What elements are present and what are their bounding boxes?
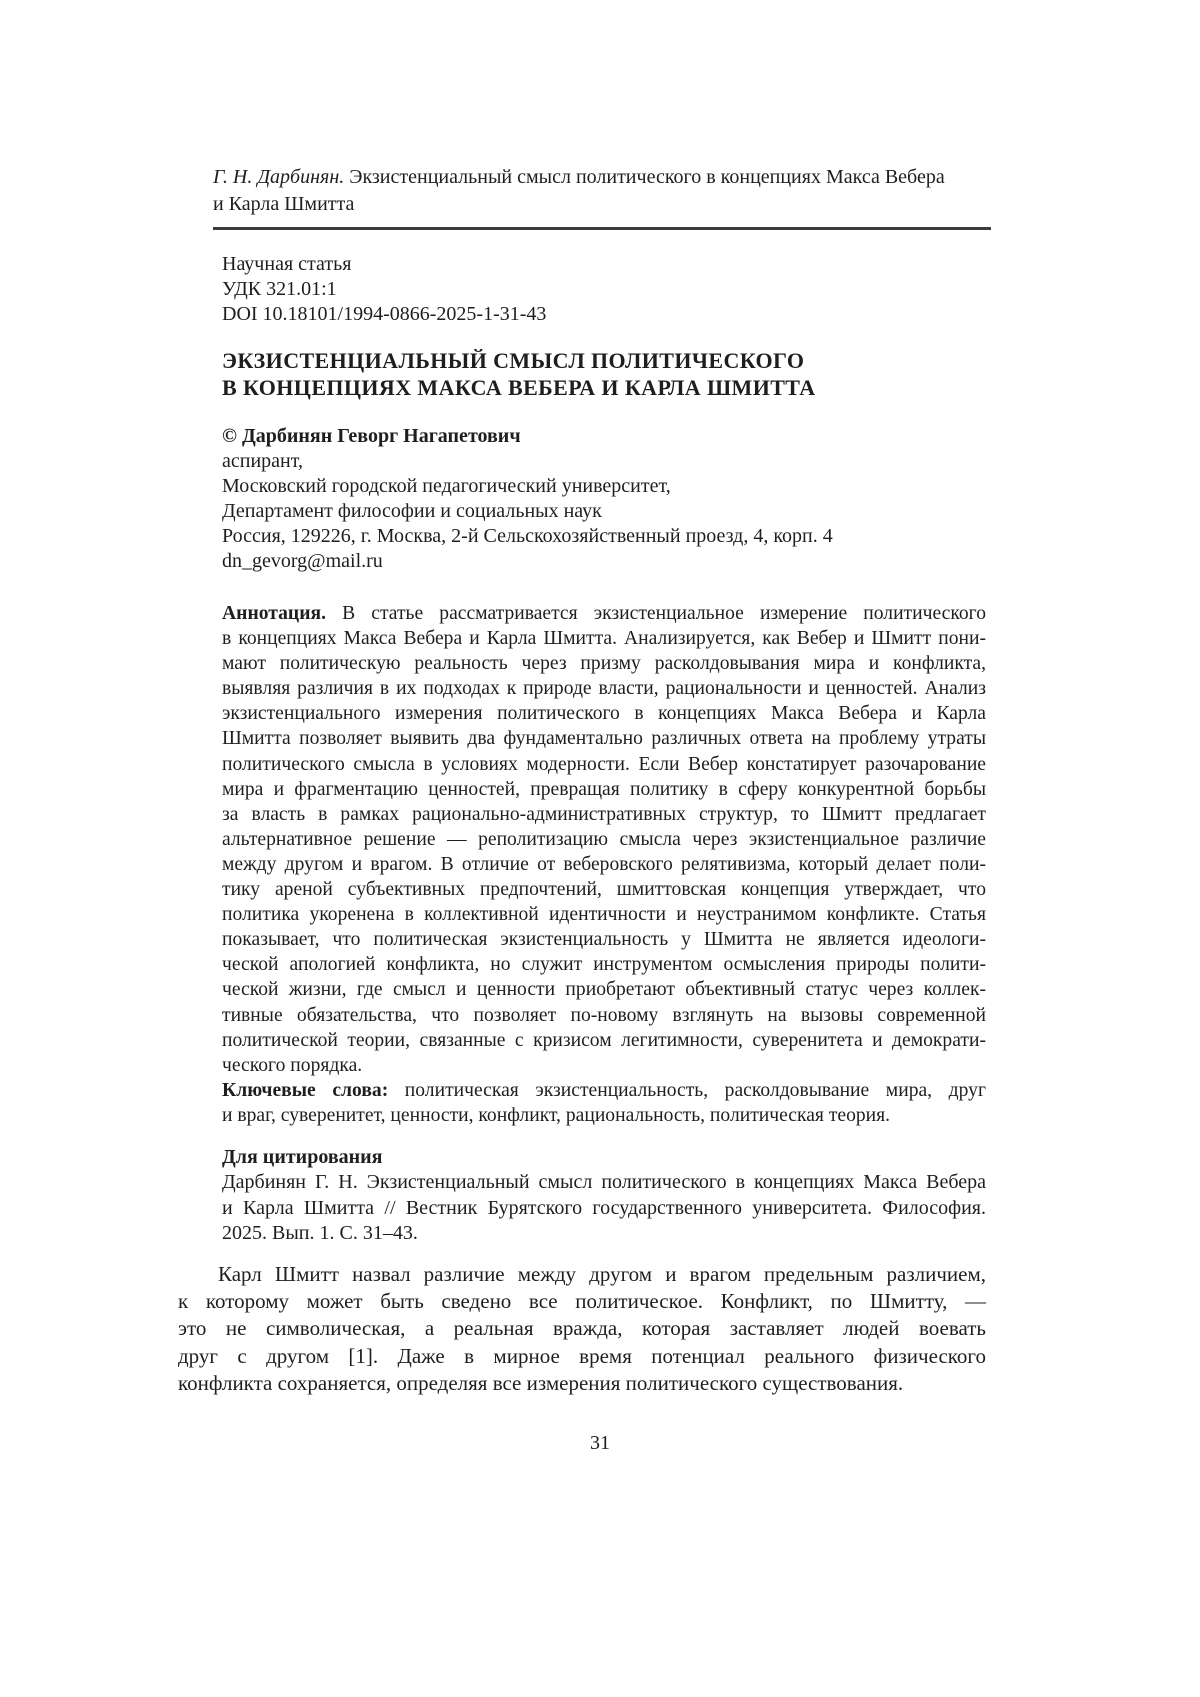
abstract: [222, 601, 986, 1078]
text-line: Департамент философии и социальных наук: [222, 500, 602, 522]
text-line: конфликта сохраняется, определяя все измерения политического существования.: [178, 1370, 904, 1395]
text-line: политика укоренена в коллективной идентичности и неустранимом конфликте. Статья: [222, 904, 986, 926]
text-line: к которому может быть сведено все политическое. Конфликт, по Шмитту, —: [178, 1289, 986, 1314]
text-line: показывает, что политическая экзистенциальность у Шмитта не является идеологи-: [222, 929, 986, 951]
text-line: dn_gevorg@mail.ru: [222, 550, 383, 572]
text-line: Г. Н. Дарбинян. Экзистенциальный смысл политического в концепциях Макса Вебера: [213, 166, 945, 188]
citation-block: [222, 1145, 986, 1246]
text-line: политической теории, связанные с кризисом легитимности, суверенитета и демократи-: [222, 1029, 986, 1051]
text-line: между другом и врагом. В отличие от веберовского релятивизма, который делает поли-: [222, 853, 986, 875]
text-line: ЭКЗИСТЕНЦИАЛЬНЫЙ СМЫСЛ ПОЛИТИЧЕСКОГО: [222, 348, 805, 373]
author-block: [222, 424, 988, 574]
citation-heading: Для цитирования: [222, 1146, 383, 1168]
text-line: Московский городской педагогический университет,: [222, 475, 671, 497]
text-line: Карл Шмитт назвал различие между другом и врагом предельным различием,: [218, 1262, 986, 1286]
citation-text: [222, 1170, 986, 1246]
author-affiliation: [222, 449, 988, 574]
text-line: Ключевые слова: политическая экзистенциальность, расколдовывание мира, друг: [222, 1080, 986, 1101]
text-line: Научная статья: [222, 253, 352, 275]
text-line: Россия, 129226, г. Москва, 2-й Сельскохозяйственный проезд, 4, корп. 4: [222, 525, 833, 547]
text-line: в концепциях Макса Вебера и Карла Шмитта. Анализируется, как Вебер и Шмитт пони-: [222, 628, 986, 650]
text-line: ческого порядка.: [222, 1054, 363, 1076]
body-paragraph: [178, 1261, 986, 1397]
line-lead: Аннотация.: [222, 603, 343, 624]
text-line: тику ареной субъективных предпочтений, шмиттовская концепция утверждает, что: [222, 879, 986, 901]
article-title: [222, 347, 988, 401]
text-line: Шмитта позволяет выявить два фундаментально различных ответа на проблему утраты: [222, 728, 986, 750]
text-line: Дарбинян Г. Н. Экзистенциальный смысл политического в концепциях Макса Вебера: [222, 1171, 986, 1194]
text-line: и Карла Шмитта: [213, 193, 355, 215]
text-line: выявляя различия в их подходах к природе власти, рациональности и ценностей. Анализ: [222, 678, 986, 700]
text-line: Аннотация. В статье рассматривается экзистенциальное измерение политического: [222, 603, 987, 624]
text-line: 2025. Вып. 1. С. 31–43.: [222, 1221, 418, 1244]
text-line: мают политическую реальность через призму расколдовывания мира и конфликта,: [222, 653, 986, 675]
text-line: DOI 10.18101/1994-0866-2025-1-31-43: [222, 303, 547, 325]
text-line: друг с другом [1]. Даже в мирное время потенциал реального физического: [178, 1343, 986, 1368]
text-line: и Карла Шмитта // Вестник Бурятского государственного университета. Философия.: [222, 1196, 986, 1219]
text-line: экзистенциального измерения политического в концепциях Макса Вебера и Карла: [222, 703, 986, 725]
text-line: В КОНЦЕПЦИЯХ МАКСА ВЕБЕРА И КАРЛА ШМИТТА: [222, 375, 816, 400]
text-line: ческой жизни, где смысл и ценности приобретают объективный статус через коллек-: [222, 979, 986, 1001]
header-divider: [213, 227, 991, 230]
author-name: © Дарбинян Геворг Нагапетович: [222, 425, 521, 447]
text-line: и враг, суверенитет, ценности, конфликт, рациональность, политическая теория.: [222, 1105, 891, 1127]
text-line: аспирант,: [222, 450, 303, 472]
text-line: политического смысла в условиях модерности. Если Вебер констатирует разочарование: [222, 753, 986, 775]
running-head: [213, 164, 991, 218]
article-meta: [222, 252, 988, 327]
text-line: за власть в рамках рационально-административных структур, то Шмитт предлагает: [222, 803, 986, 825]
line-lead: Ключевые слова:: [222, 1080, 405, 1101]
keywords: [222, 1078, 986, 1128]
text-line: ческой апологией конфликта, но служит инструментом осмысления природы полити-: [222, 954, 986, 976]
text-line: мира и фрагментацию ценностей, превращая политику в сферу конкурентной борьбы: [222, 778, 986, 800]
line-lead: Г. Н. Дарбинян.: [213, 166, 350, 188]
page-number: 31: [590, 1432, 610, 1454]
text-line: это не символическая, а реальная вражда, которая заставляет людей воевать: [178, 1316, 986, 1341]
text-line: тивные обязательства, что позволяет по-новому взглянуть на вызовы современной: [222, 1004, 986, 1026]
text-line: альтернативное решение — реполитизацию смысла через экзистенциальное различие: [222, 828, 986, 850]
text-line: УДК 321.01:1: [222, 278, 337, 300]
